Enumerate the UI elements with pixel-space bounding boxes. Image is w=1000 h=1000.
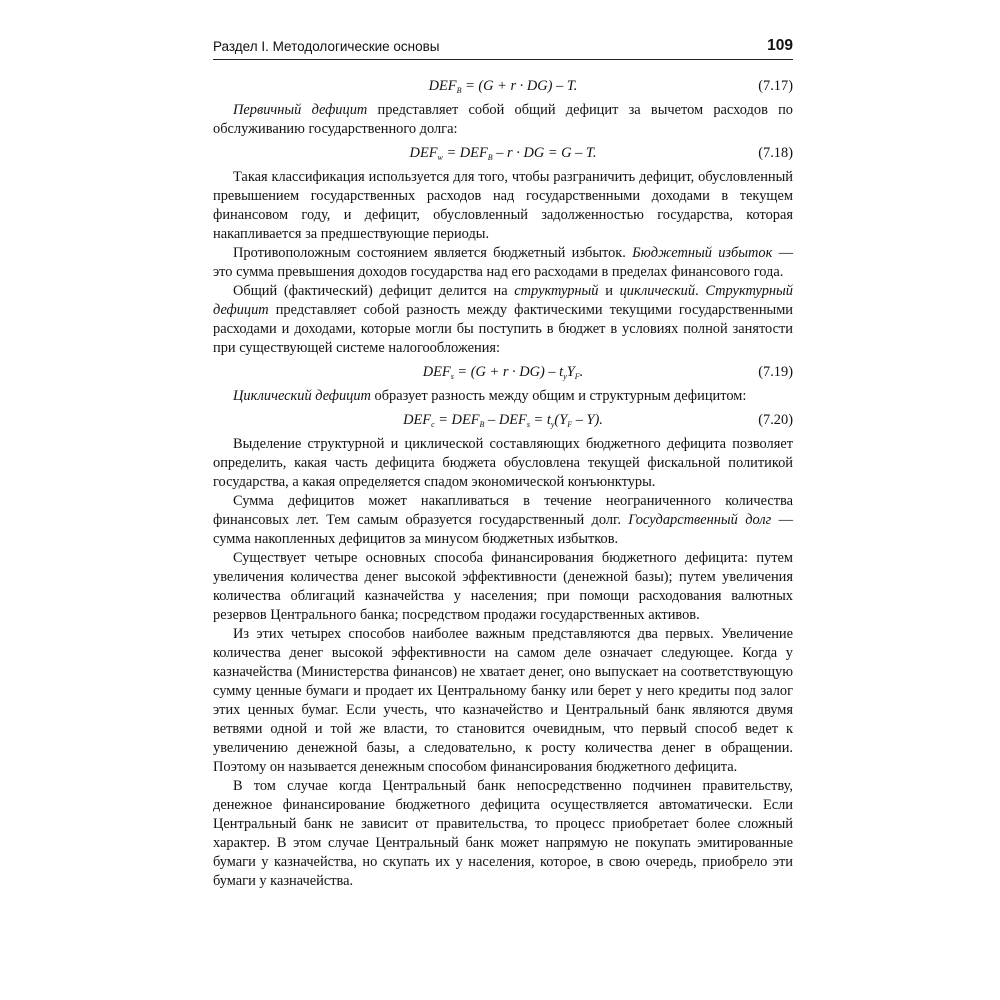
paragraph: Выделение структурной и циклической составляющих бюджетного дефицита позволяет определить, какая часть дефицита бюджета обусловлена текущей фискальной политикой государства, а какая определяется спадом экономической конъюнктуры. xyxy=(213,436,793,490)
term: структурный xyxy=(514,283,599,299)
section-title: Раздел I. Методологические основы xyxy=(213,39,440,54)
equation-number: (7.17) xyxy=(758,78,793,94)
formula-7-19: $DEF_s = (G + r \cdot DG) - t_yY_F$. (7.19) xyxy=(422,364,793,381)
term: Циклический дефицит xyxy=(233,388,371,404)
equation-number: (7.18) xyxy=(758,145,793,161)
paragraph: В том случае когда Центральный банк непосредственно подчинен правительству, денежное финансирование бюджетного дефицита осуществляется автоматически. Если Центральный банк не зависит от правительства, то процесс приобретает более сложный характер. В этом случае Центральный банк может напрямую не покупать эмитированные бумаги у казначейства, но скупать их у населения, которое, в свою очередь, приобрело эти бумаги у казначейства. xyxy=(213,778,793,889)
equation-number: (7.20) xyxy=(758,412,793,428)
term: Структурный дефицит xyxy=(213,283,793,318)
equation-number: (7.19) xyxy=(758,364,793,380)
page-number: 109 xyxy=(767,37,793,54)
term: Бюджетный избыток xyxy=(632,245,773,261)
formula-7-20: $DEF_c = DEF_B - DEF_s = t_y(Y_F - Y)$. (7.20) xyxy=(403,412,793,429)
paragraph: Сумма дефицитов может накапливаться в течение неограниченного количества финансовых лет. Тем самым образуется государственный долг. Государственный долг — сумма накопленных дефицитов за минусом бюджетных избытков. xyxy=(213,493,793,547)
running-header xyxy=(213,37,793,60)
formula-7-18: $DEF_w = DEF_B - r$ · DG = G – T. (7.18) xyxy=(409,145,793,162)
term: циклический xyxy=(619,283,696,299)
paragraph: Существует четыре основных способа финансирования бюджетного дефицита: путем увеличения количества денег высокой эффективности (денежной базы); путем увеличения количества облигаций казначейства у населения; при помощи расходования валютных резервов Центрального банка; посредством продажи государственных активов. xyxy=(213,550,793,623)
paragraph: Такая классификация используется для того, чтобы разграничить дефицит, обусловленный превышением государственных расходов над государственными доходами в текущем финансовом году, и дефицит, обусловленный задолженностью государства, которая накапливается за предшествующие периоды. xyxy=(213,169,793,242)
paragraph: Циклический дефицит образует разность между общим и структурным дефицитом: xyxy=(233,388,747,404)
paragraph: Общий (фактический) дефицит делится на структурный и циклический. Структурный дефицит представляет собой разность между фактическими текущими государственными расходами и доходами, которые могли бы поступить в бюджет в условиях полной занятости при существующей системе налогообложения: xyxy=(213,283,793,356)
paragraph: Первичный дефицит представляет собой общий дефицит за вычетом расходов по обслуживанию государственного долга: xyxy=(213,102,794,137)
paragraph: Противоположным состоянием является бюджетный избыток. Бюджетный избыток — это сумма превышения доходов государства над его расходами в пределах финансового года. xyxy=(213,245,793,280)
formula-7-17: $DEF_B = (G + r \cdot DG) - T$. (7.17) xyxy=(428,78,793,95)
term: Первичный дефицит xyxy=(233,102,368,118)
term: Государственный долг xyxy=(628,512,772,528)
page-body xyxy=(213,72,793,891)
paragraph: Из этих четырех способов наиболее важным представляются два первых. Увеличение количества денег высокой эффективности на самом деле означает следующее. Когда у казначейства (Министерства финансов) не хватает денег, оно выпускает на соответствующую сумму ценные бумаги и продает их Центральному банку или берет у него кредиты под залог этих ценных бумаг. Если учесть, что казначейство и Центральный банк являются двумя ветвями одной и той же власти, то становится очевидным, что первый способ ведет к увеличению денежной базы, а следовательно, к росту количества денег в обращении. Поэтому он называется денежным способом финансирования бюджетного дефицита. xyxy=(213,626,793,775)
